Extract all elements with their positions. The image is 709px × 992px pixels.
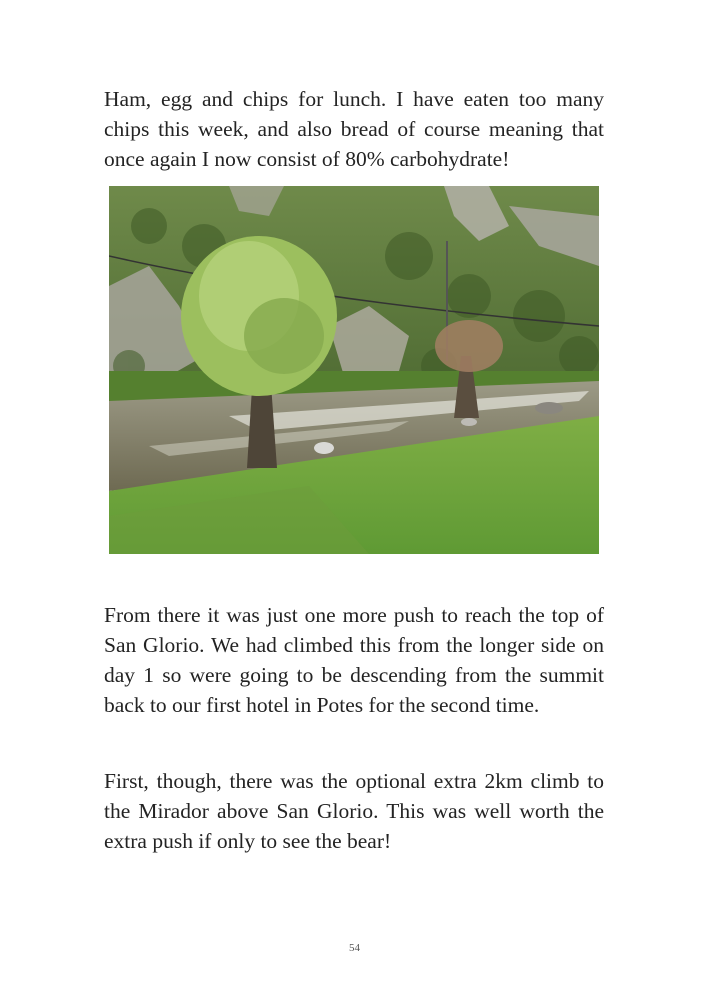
page-number: 54 xyxy=(349,942,360,954)
paragraph-lunch: Ham, egg and chips for lunch. I have eaten too many chips this week, and also bread of course meaning that once again I now consist of 80% carbohydrate! xyxy=(104,87,604,171)
river-landscape-photo xyxy=(109,186,599,554)
paragraph-san-glorio: From there it was just one more push to reach the top of San Glorio. We had climbed this from the longer side on day 1 so were going to be descending from the summit back to our first hotel in Potes for the second time. xyxy=(104,603,604,717)
paragraph-mirador: First, though, there was the optional extra 2km climb to the Mirador above San Glorio. This was well worth the extra push if only to see the bear! xyxy=(104,769,604,853)
